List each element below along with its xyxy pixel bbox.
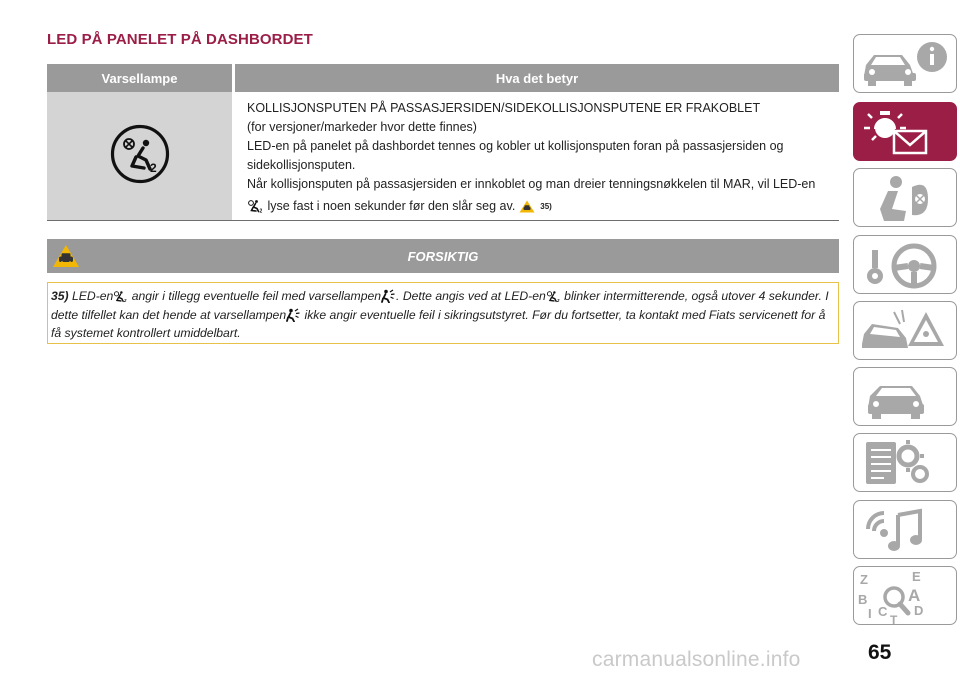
sidebar-tab-multimedia[interactable]: [853, 500, 957, 559]
index-letter: B: [858, 592, 868, 607]
passenger-airbag-off-icon: [247, 199, 264, 219]
passenger-airbag-off-icon: [110, 124, 170, 184]
index-letter: A: [908, 586, 921, 605]
desc-line-versions: (for versjoner/markeder hvor dette finnes): [247, 120, 477, 134]
technical-data-gear-icon: [854, 434, 958, 493]
passenger-airbag-off-icon: [113, 290, 128, 308]
car-emergency-icon: [854, 302, 958, 361]
warning-light-message-icon: [854, 103, 958, 162]
sidebar-tab-emergency[interactable]: [853, 301, 957, 360]
svg-text:2: 2: [556, 298, 560, 303]
index-letter: C: [878, 604, 888, 619]
warning-part-1: LED-en: [72, 289, 114, 303]
warning-part-4: blinker intermitterende, også utover 4: [564, 289, 766, 303]
column-header-meaning: Hva det betyr: [495, 71, 579, 86]
svg-text:2: 2: [259, 208, 263, 213]
sidebar-tab-warning-lights[interactable]: [853, 102, 957, 161]
warning-part-5: sekunder. I dette tilfellet kan det hende at varsellampen: [51, 289, 829, 322]
airbag-warning-icon: [381, 289, 396, 308]
warning-part-7: servicenett for å få systemet kontrollert umiddelbart.: [51, 307, 826, 340]
warning-title: FORSIKTIG: [407, 249, 479, 264]
table-header: [47, 64, 839, 92]
warning-part-2: angir i tillegg eventuelle feil med varsellampen: [131, 289, 382, 303]
svg-text:2: 2: [150, 161, 157, 175]
index-letter: T: [890, 613, 898, 626]
car-maintenance-icon: [854, 368, 958, 427]
watermark: carmanualsonline.info: [592, 648, 801, 671]
sidebar-tab-maintenance[interactable]: [853, 367, 957, 426]
seat-airbag-icon: [854, 169, 958, 228]
meaning-cell: [247, 99, 837, 219]
page-number: 65: [868, 641, 892, 664]
svg-text:2: 2: [124, 298, 127, 303]
index-letter: Z: [860, 572, 868, 587]
column-header-lamp: Varsellampe: [101, 71, 178, 86]
warning-icon: [519, 200, 535, 219]
warning-text: [51, 289, 835, 342]
desc-line-3: LED-en på panelet på dashbordet tennes og kobler ut kollisjonsputen foran på passasjersiden og: [247, 139, 784, 153]
sidebar-tab-starting[interactable]: [853, 235, 957, 294]
desc-line-6: lyse fast i noen sekunder før den slår seg av.: [267, 199, 516, 213]
index-letter: D: [914, 603, 924, 618]
footnote-ref: 35): [540, 202, 552, 211]
sidebar-tab-car-info[interactable]: [853, 34, 957, 93]
index-letter: I: [868, 606, 872, 621]
warning-part-6: ikke angir eventuelle feil i sikringsutstyret. Før du fortsetter, ta kontakt med Fiats: [304, 307, 736, 322]
steering-wheel-key-icon: [854, 236, 958, 295]
desc-line-5: Når kollisjonsputen på passasjersiden er innkoblet og man dreier tenningsnøkkelen til MAR, vil LED-en: [247, 177, 816, 191]
warning-number: 35): [51, 289, 69, 303]
sidebar-tab-safety[interactable]: [853, 168, 957, 227]
page-title: LED PÅ PANELET PÅ DASHBORDET: [47, 31, 313, 48]
airbag-warning-icon: [286, 308, 301, 327]
table-row: [47, 92, 839, 221]
multimedia-icon: [854, 501, 958, 560]
car-info-icon: [854, 35, 958, 94]
warning-header: [47, 239, 839, 273]
sidebar-tab-technical-data[interactable]: [853, 433, 957, 492]
alphabetical-index-icon: [854, 567, 958, 626]
warning-box: [47, 282, 839, 344]
lamp-cell: [47, 92, 232, 220]
sidebar-tab-index[interactable]: [853, 566, 957, 625]
desc-line-4: sidekollisjonsputen.: [247, 158, 356, 172]
index-letter: E: [912, 569, 921, 584]
desc-line-title: KOLLISJONSPUTEN PÅ PASSASJERSIDEN/SIDEKOLLISJONSPUTENE ER FRAKOBLET: [247, 101, 761, 115]
passenger-airbag-off-icon: [546, 290, 561, 308]
warning-part-3: . Dette angis ved at LED-en: [396, 289, 546, 303]
